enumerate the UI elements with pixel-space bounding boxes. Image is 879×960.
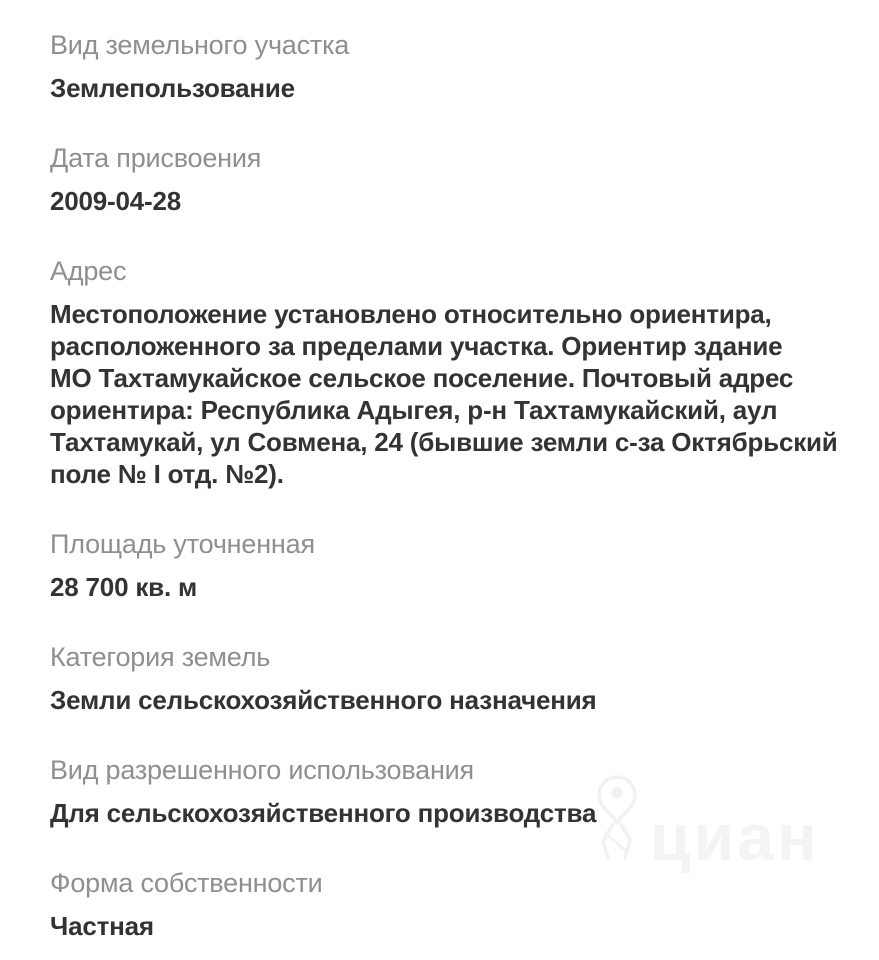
field-label: Вид земельного участка (50, 30, 350, 60)
field-value: Частная (50, 911, 154, 941)
field-label: Площадь уточненная (50, 529, 315, 559)
field-section (50, 528, 845, 603)
field-value: Земли сельскохозяйственного назначения (50, 685, 597, 715)
field-value: 28 700 кв. м (50, 572, 198, 602)
field-section (50, 29, 845, 104)
field-label: Вид разрешенного использования (50, 755, 474, 785)
field-section (50, 754, 845, 829)
field-section (50, 255, 845, 490)
field-label: Форма собственности (50, 868, 323, 898)
field-value: 2009-04-28 (50, 186, 181, 216)
cian-watermark-text: циан (650, 800, 820, 875)
field-label: Категория земель (50, 642, 271, 672)
fields-list (50, 29, 845, 942)
field-section (50, 142, 845, 217)
field-value: Местоположение установлено относительно ориентира, расположенного за пределами участка. Ориентир здание МО Тахтамукайское сельское поселение. Почтовый адрес ориентира: Республика Адыгея, р-н Тахтамукайский, аул Тахтамукай, ул Совмена, 24 (бывшие земли с-за Октябрьский поле № I отд. №2). (50, 299, 838, 489)
field-section (50, 641, 845, 716)
field-value: Землепользование (50, 73, 295, 103)
field-section (50, 867, 845, 942)
field-value: Для сельскохозяйственного производства (50, 798, 597, 828)
field-label: Дата присвоения (50, 143, 262, 173)
field-label: Адрес (50, 256, 127, 286)
